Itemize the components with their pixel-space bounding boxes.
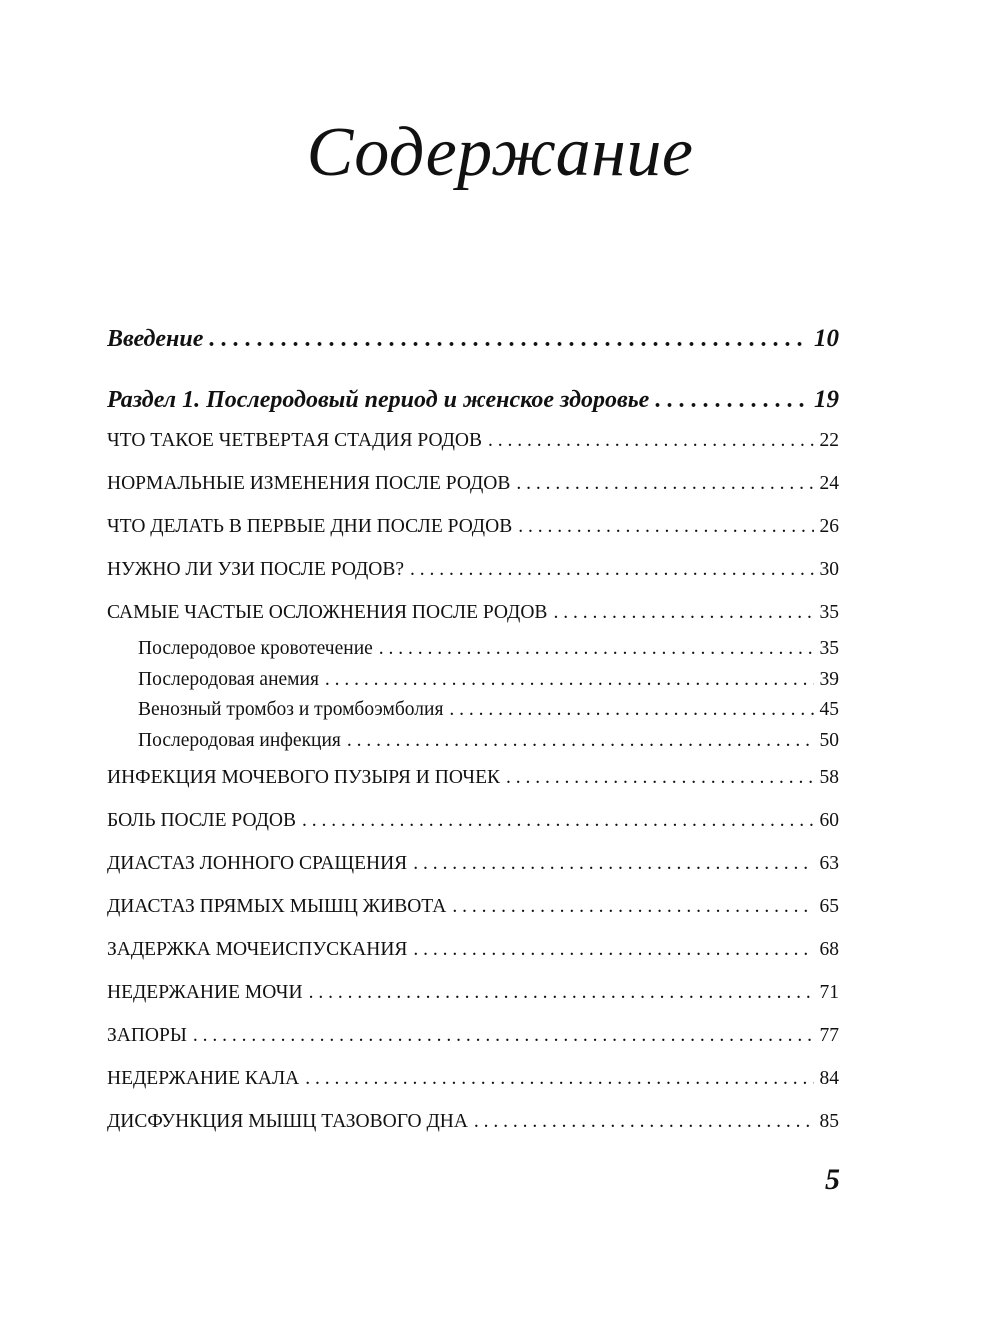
toc-page-number: 19 bbox=[814, 386, 839, 413]
toc-entry-title: НЕДЕРЖАНИЕ КАЛА bbox=[107, 1068, 300, 1089]
toc-entry-title: ЗАПОРЫ bbox=[107, 1025, 187, 1046]
toc-entry-title: НЕДЕРЖАНИЕ МОЧИ bbox=[107, 982, 303, 1003]
dot-leader bbox=[309, 971, 814, 1014]
table-of-contents bbox=[107, 320, 839, 1143]
toc-page-number: 30 bbox=[819, 559, 839, 580]
toc-page-number: 77 bbox=[819, 1025, 839, 1046]
dot-leader bbox=[347, 726, 814, 757]
toc-page-number: 10 bbox=[814, 325, 839, 352]
toc-entry-title: ЗАДЕРЖКА МОЧЕИСПУСКАНИЯ bbox=[107, 939, 408, 960]
toc-entry-title: Введение bbox=[107, 326, 204, 352]
dot-leader bbox=[506, 756, 813, 799]
toc-entry-chapter[interactable] bbox=[107, 1100, 839, 1143]
toc-entry-subsection[interactable] bbox=[107, 726, 839, 757]
toc-page-number: 24 bbox=[819, 473, 839, 494]
toc-entry-chapter[interactable] bbox=[107, 1014, 839, 1057]
toc-entry-title: ДИАСТАЗ ЛОННОГО СРАЩЕНИЯ bbox=[107, 853, 408, 874]
dot-leader bbox=[474, 1100, 814, 1143]
dot-leader bbox=[449, 695, 813, 726]
toc-page-number: 65 bbox=[819, 896, 839, 917]
toc-entry-title: Послеродовая анемия bbox=[138, 668, 319, 690]
toc-entry-chapter[interactable] bbox=[107, 842, 839, 885]
toc-entry-title: Послеродовое кровотечение bbox=[138, 638, 373, 659]
dot-leader bbox=[413, 928, 813, 971]
toc-page-number: 60 bbox=[819, 810, 839, 831]
toc-entry-chapter[interactable] bbox=[107, 928, 839, 971]
dot-leader bbox=[209, 320, 808, 358]
toc-entry-chapter[interactable] bbox=[107, 591, 839, 634]
toc-entry-title: БОЛЬ ПОСЛЕ РОДОВ bbox=[107, 810, 296, 831]
toc-page-number: 22 bbox=[819, 430, 839, 451]
toc-entry-title: ЧТО ТАКОЕ ЧЕТВЕРТАЯ СТАДИЯ РОДОВ bbox=[107, 430, 482, 451]
dot-leader bbox=[655, 381, 808, 419]
toc-entry-chapter[interactable] bbox=[107, 548, 839, 591]
toc-entry-title: ЧТО ДЕЛАТЬ В ПЕРВЫЕ ДНИ ПОСЛЕ РОДОВ bbox=[107, 516, 513, 537]
toc-page-number: 45 bbox=[819, 699, 839, 720]
toc-page-number: 84 bbox=[819, 1068, 839, 1089]
toc-page-number: 63 bbox=[819, 853, 839, 874]
dot-leader bbox=[518, 505, 813, 548]
toc-page-number: 58 bbox=[819, 767, 839, 788]
dot-leader bbox=[305, 1057, 813, 1100]
toc-page-number: 50 bbox=[819, 729, 839, 751]
toc-entry-chapter[interactable] bbox=[107, 756, 839, 799]
toc-entry-title: НОРМАЛЬНЫЕ ИЗМЕНЕНИЯ ПОСЛЕ РОДОВ bbox=[107, 473, 511, 494]
toc-entry-chapter[interactable] bbox=[107, 971, 839, 1014]
toc-entry-chapter[interactable] bbox=[107, 419, 839, 462]
toc-entry-subsection[interactable] bbox=[107, 634, 839, 665]
dot-leader bbox=[516, 462, 813, 505]
toc-page-number: 39 bbox=[819, 668, 839, 690]
toc-entry-title: ДИСФУНКЦИЯ МЫШЦ ТАЗОВОГО ДНА bbox=[107, 1111, 468, 1132]
toc-entry-chapter[interactable] bbox=[107, 462, 839, 505]
toc-entry-title: Послеродовая инфекция bbox=[138, 729, 341, 751]
toc-entry-title: САМЫЕ ЧАСТЫЕ ОСЛОЖНЕНИЯ ПОСЛЕ РОДОВ bbox=[107, 602, 548, 623]
dot-leader bbox=[379, 634, 814, 665]
page-number-folio: 5 bbox=[825, 1163, 840, 1196]
toc-entry-chapter[interactable] bbox=[107, 505, 839, 548]
toc-entry-subsection[interactable] bbox=[107, 665, 839, 696]
toc-entry-title: ДИАСТАЗ ПРЯМЫХ МЫШЦ ЖИВОТА bbox=[107, 896, 447, 917]
toc-entry-title: ИНФЕКЦИЯ МОЧЕВОГО ПУЗЫРЯ И ПОЧЕК bbox=[107, 767, 501, 788]
dot-leader bbox=[302, 799, 814, 842]
dot-leader bbox=[325, 665, 814, 696]
toc-entry-part-1[interactable] bbox=[107, 381, 839, 419]
toc-page-number: 26 bbox=[819, 516, 839, 537]
page-title: Содержание bbox=[306, 114, 694, 191]
toc-page-number: 68 bbox=[819, 939, 839, 960]
toc-page-number: 35 bbox=[819, 602, 839, 623]
dot-leader bbox=[488, 419, 814, 462]
toc-page-number: 35 bbox=[819, 638, 839, 659]
toc-entry-title: Венозный тромбоз и тромбоэмболия bbox=[138, 699, 444, 720]
toc-entry-intro[interactable] bbox=[107, 320, 839, 358]
dot-leader bbox=[452, 885, 813, 928]
toc-entry-subsection[interactable] bbox=[107, 695, 839, 726]
toc-entry-chapter[interactable] bbox=[107, 799, 839, 842]
toc-entry-title: НУЖНО ЛИ УЗИ ПОСЛЕ РОДОВ? bbox=[107, 559, 405, 580]
dot-leader bbox=[193, 1014, 814, 1057]
dot-leader bbox=[410, 548, 813, 591]
dot-leader bbox=[553, 591, 813, 634]
dot-leader bbox=[413, 842, 813, 885]
toc-page-number: 71 bbox=[819, 982, 839, 1003]
toc-entry-chapter[interactable] bbox=[107, 1057, 839, 1100]
toc-entry-title: Раздел 1. Послеродовый период и женское здоровье bbox=[107, 387, 650, 413]
toc-page-number: 85 bbox=[819, 1111, 839, 1132]
toc-entry-chapter[interactable] bbox=[107, 885, 839, 928]
